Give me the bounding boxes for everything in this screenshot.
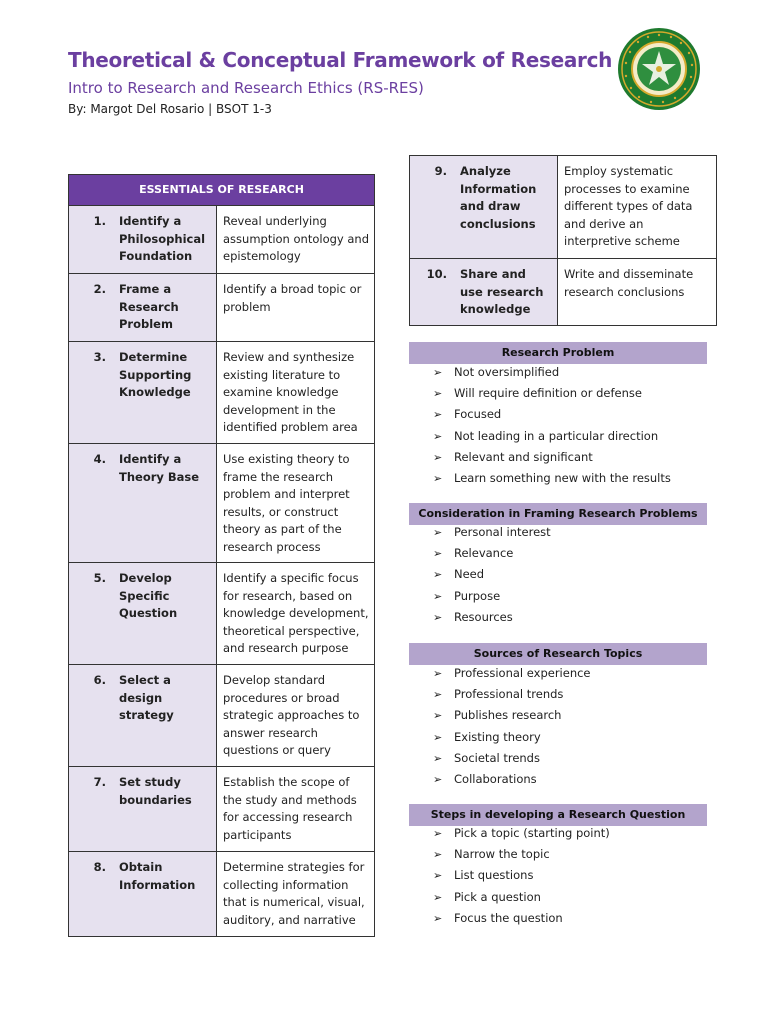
list-item: ➢ Pick a question — [433, 887, 610, 908]
step-name: Determine Supporting Knowledge — [119, 350, 192, 399]
step-description: Reveal underlying assumption ontology and epistemology — [217, 206, 375, 274]
question-steps-list — [433, 823, 610, 929]
arrow-bullet-icon: ➢ — [433, 848, 443, 862]
table-row — [69, 444, 375, 563]
list-item: ➢ Not leading in a particular direction — [433, 426, 671, 447]
list-item: ➢ Will require definition or defense — [433, 383, 671, 404]
page-subtitle: Intro to Research and Research Ethics (RS-RES) — [68, 79, 424, 97]
section-heading-framing-considerations: Consideration in Framing Research Problems — [409, 503, 707, 525]
arrow-bullet-icon: ➢ — [433, 667, 443, 680]
topic-sources-list — [433, 663, 591, 790]
arrow-bullet-icon: ➢ — [433, 751, 443, 765]
step-number: 7. — [93, 775, 106, 789]
step-number: 1. — [93, 214, 106, 228]
step-name: Analyze Information and draw conclusions — [460, 164, 537, 231]
step-number: 4. — [93, 452, 106, 466]
step-number: 10. — [426, 267, 447, 281]
step-description: Employ systematic processes to examine different types of data and derive an interpretive scheme — [558, 156, 717, 259]
arrow-bullet-icon: ➢ — [433, 568, 443, 582]
section-heading-question-steps: Steps in developing a Research Question — [409, 804, 707, 826]
step-description: Identify a specific focus for research, based on knowledge development, theoretical perspective, and research purpose — [217, 563, 375, 665]
section-heading-topic-sources: Sources of Research Topics — [409, 643, 707, 665]
arrow-bullet-icon: ➢ — [433, 408, 443, 422]
step-description: Identify a broad topic or problem — [217, 274, 375, 342]
list-item: ➢ Relevant and significant — [433, 447, 671, 468]
arrow-bullet-icon: ➢ — [433, 730, 443, 744]
step-number: 9. — [434, 164, 447, 178]
list-item: ➢ Focused — [433, 404, 671, 425]
step-description: Write and disseminate research conclusions — [558, 259, 717, 326]
table-row — [410, 259, 717, 326]
arrow-bullet-icon: ➢ — [433, 450, 443, 464]
author-byline: By: Margot Del Rosario | BSOT 1-3 — [68, 102, 272, 116]
research-problem-list — [433, 362, 671, 489]
step-description: Determine strategies for collecting information that is numerical, visual, auditory, and narrative — [217, 852, 375, 937]
arrow-bullet-icon: ➢ — [433, 827, 443, 840]
list-item: ➢ Learn something new with the results — [433, 468, 671, 489]
essentials-table-continued — [409, 155, 717, 326]
arrow-bullet-icon: ➢ — [433, 526, 443, 539]
step-number: 5. — [93, 571, 106, 585]
list-item: ➢ Need — [433, 564, 551, 585]
essentials-table — [68, 174, 375, 937]
step-name: Obtain Information — [119, 860, 196, 892]
step-description: Use existing theory to frame the research problem and interpret results, or construct theory as part of the research process — [217, 444, 375, 563]
step-name: Select a design strategy — [119, 673, 174, 722]
arrow-bullet-icon: ➢ — [433, 429, 443, 443]
university-seal-icon — [617, 27, 701, 111]
table-row — [69, 767, 375, 852]
step-description: Develop standard procedures or broad strategic approaches to answer research questions or query — [217, 665, 375, 767]
table-row — [410, 156, 717, 259]
section-heading-research-problem: Research Problem — [409, 342, 707, 364]
list-item: ➢ Existing theory — [433, 727, 591, 748]
list-item: ➢ Publishes research — [433, 705, 591, 726]
table-row — [69, 563, 375, 665]
step-name: Identify a Philosophical Foundation — [119, 214, 206, 263]
essentials-heading: ESSENTIALS OF RESEARCH — [69, 175, 375, 206]
table-row — [69, 206, 375, 274]
arrow-bullet-icon: ➢ — [433, 890, 443, 904]
arrow-bullet-icon: ➢ — [433, 387, 443, 401]
framing-considerations-list — [433, 522, 551, 628]
list-item: ➢ Not oversimplified — [433, 362, 671, 383]
list-item: ➢ Professional trends — [433, 684, 591, 705]
list-item: ➢ Resources — [433, 607, 551, 628]
step-number: 6. — [93, 673, 106, 687]
list-item: ➢ Purpose — [433, 586, 551, 607]
table-row — [69, 852, 375, 937]
page-title: Theoretical & Conceptual Framework of Research — [68, 48, 613, 72]
step-description: Review and synthesize existing literature to examine knowledge development in the identified problem area — [217, 342, 375, 444]
arrow-bullet-icon: ➢ — [433, 589, 443, 603]
table-row — [69, 274, 375, 342]
step-name: Identify a Theory Base — [119, 452, 200, 484]
arrow-bullet-icon: ➢ — [433, 773, 443, 787]
list-item: ➢ List questions — [433, 865, 610, 886]
step-name: Develop Specific Question — [119, 571, 178, 620]
arrow-bullet-icon: ➢ — [433, 911, 443, 925]
list-item: ➢ Personal interest — [433, 522, 551, 543]
arrow-bullet-icon: ➢ — [433, 610, 443, 624]
list-item: ➢ Professional experience — [433, 663, 591, 684]
step-number: 2. — [93, 282, 106, 296]
step-name: Set study boundaries — [119, 775, 192, 807]
list-item: ➢ Societal trends — [433, 748, 591, 769]
list-item: ➢ Pick a topic (starting point) — [433, 823, 610, 844]
step-name: Frame a Research Problem — [119, 282, 179, 331]
arrow-bullet-icon: ➢ — [433, 709, 443, 723]
list-item: ➢ Focus the question — [433, 908, 610, 929]
arrow-bullet-icon: ➢ — [433, 688, 443, 702]
table-row — [69, 342, 375, 444]
step-name: Share and use research knowledge — [460, 267, 544, 316]
arrow-bullet-icon: ➢ — [433, 869, 443, 883]
list-item: ➢ Collaborations — [433, 769, 591, 790]
step-number: 3. — [93, 350, 106, 364]
step-description: Establish the scope of the study and methods for accessing research participants — [217, 767, 375, 852]
arrow-bullet-icon: ➢ — [433, 547, 443, 561]
arrow-bullet-icon: ➢ — [433, 366, 443, 379]
table-row — [69, 665, 375, 767]
list-item: ➢ Narrow the topic — [433, 844, 610, 865]
arrow-bullet-icon: ➢ — [433, 472, 443, 486]
step-number: 8. — [93, 860, 106, 874]
list-item: ➢ Relevance — [433, 543, 551, 564]
